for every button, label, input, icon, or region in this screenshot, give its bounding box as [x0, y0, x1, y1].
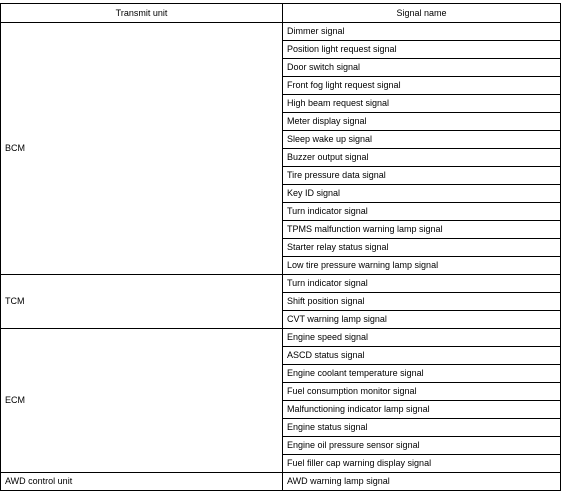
signal-table — [0, 3, 561, 491]
transmit-unit-cell: TCM — [1, 275, 283, 329]
signal-name-cell: Fuel filler cap warning display signal — [283, 455, 561, 473]
signal-name-cell: AWD warning lamp signal — [283, 473, 561, 491]
header-transmit-unit: Transmit unit — [1, 4, 283, 23]
transmit-unit-cell: ECM — [1, 329, 283, 473]
table-row — [1, 329, 561, 347]
signal-name-cell: Fuel consumption monitor signal — [283, 383, 561, 401]
signal-name-cell: Engine status signal — [283, 419, 561, 437]
table-row — [1, 275, 561, 293]
transmit-unit-cell: BCM — [1, 23, 283, 275]
signal-name-cell: Malfunctioning indicator lamp signal — [283, 401, 561, 419]
signal-name-cell: Starter relay status signal — [283, 239, 561, 257]
signal-name-cell: Turn indicator signal — [283, 275, 561, 293]
signal-name-cell: Front fog light request signal — [283, 77, 561, 95]
signal-name-cell: Meter display signal — [283, 113, 561, 131]
signal-name-cell: Engine oil pressure sensor signal — [283, 437, 561, 455]
signal-name-cell: TPMS malfunction warning lamp signal — [283, 221, 561, 239]
signal-name-cell: Low tire pressure warning lamp signal — [283, 257, 561, 275]
transmit-unit-cell: AWD control unit — [1, 473, 283, 491]
header-row — [1, 4, 561, 23]
table-body — [1, 23, 561, 491]
signal-name-cell: ASCD status signal — [283, 347, 561, 365]
signal-name-cell: Engine coolant temperature signal — [283, 365, 561, 383]
signal-name-cell: High beam request signal — [283, 95, 561, 113]
signal-name-cell: Key ID signal — [283, 185, 561, 203]
signal-name-cell: Sleep wake up signal — [283, 131, 561, 149]
signal-name-cell: Tire pressure data signal — [283, 167, 561, 185]
table-row — [1, 473, 561, 491]
header-signal-name: Signal name — [283, 4, 561, 23]
signal-name-cell: Shift position signal — [283, 293, 561, 311]
table-row — [1, 23, 561, 41]
signal-name-cell: CVT warning lamp signal — [283, 311, 561, 329]
signal-name-cell: Buzzer output signal — [283, 149, 561, 167]
signal-name-cell: Engine speed signal — [283, 329, 561, 347]
signal-name-cell: Door switch signal — [283, 59, 561, 77]
signal-name-cell: Position light request signal — [283, 41, 561, 59]
signal-name-cell: Turn indicator signal — [283, 203, 561, 221]
signal-name-cell: Dimmer signal — [283, 23, 561, 41]
